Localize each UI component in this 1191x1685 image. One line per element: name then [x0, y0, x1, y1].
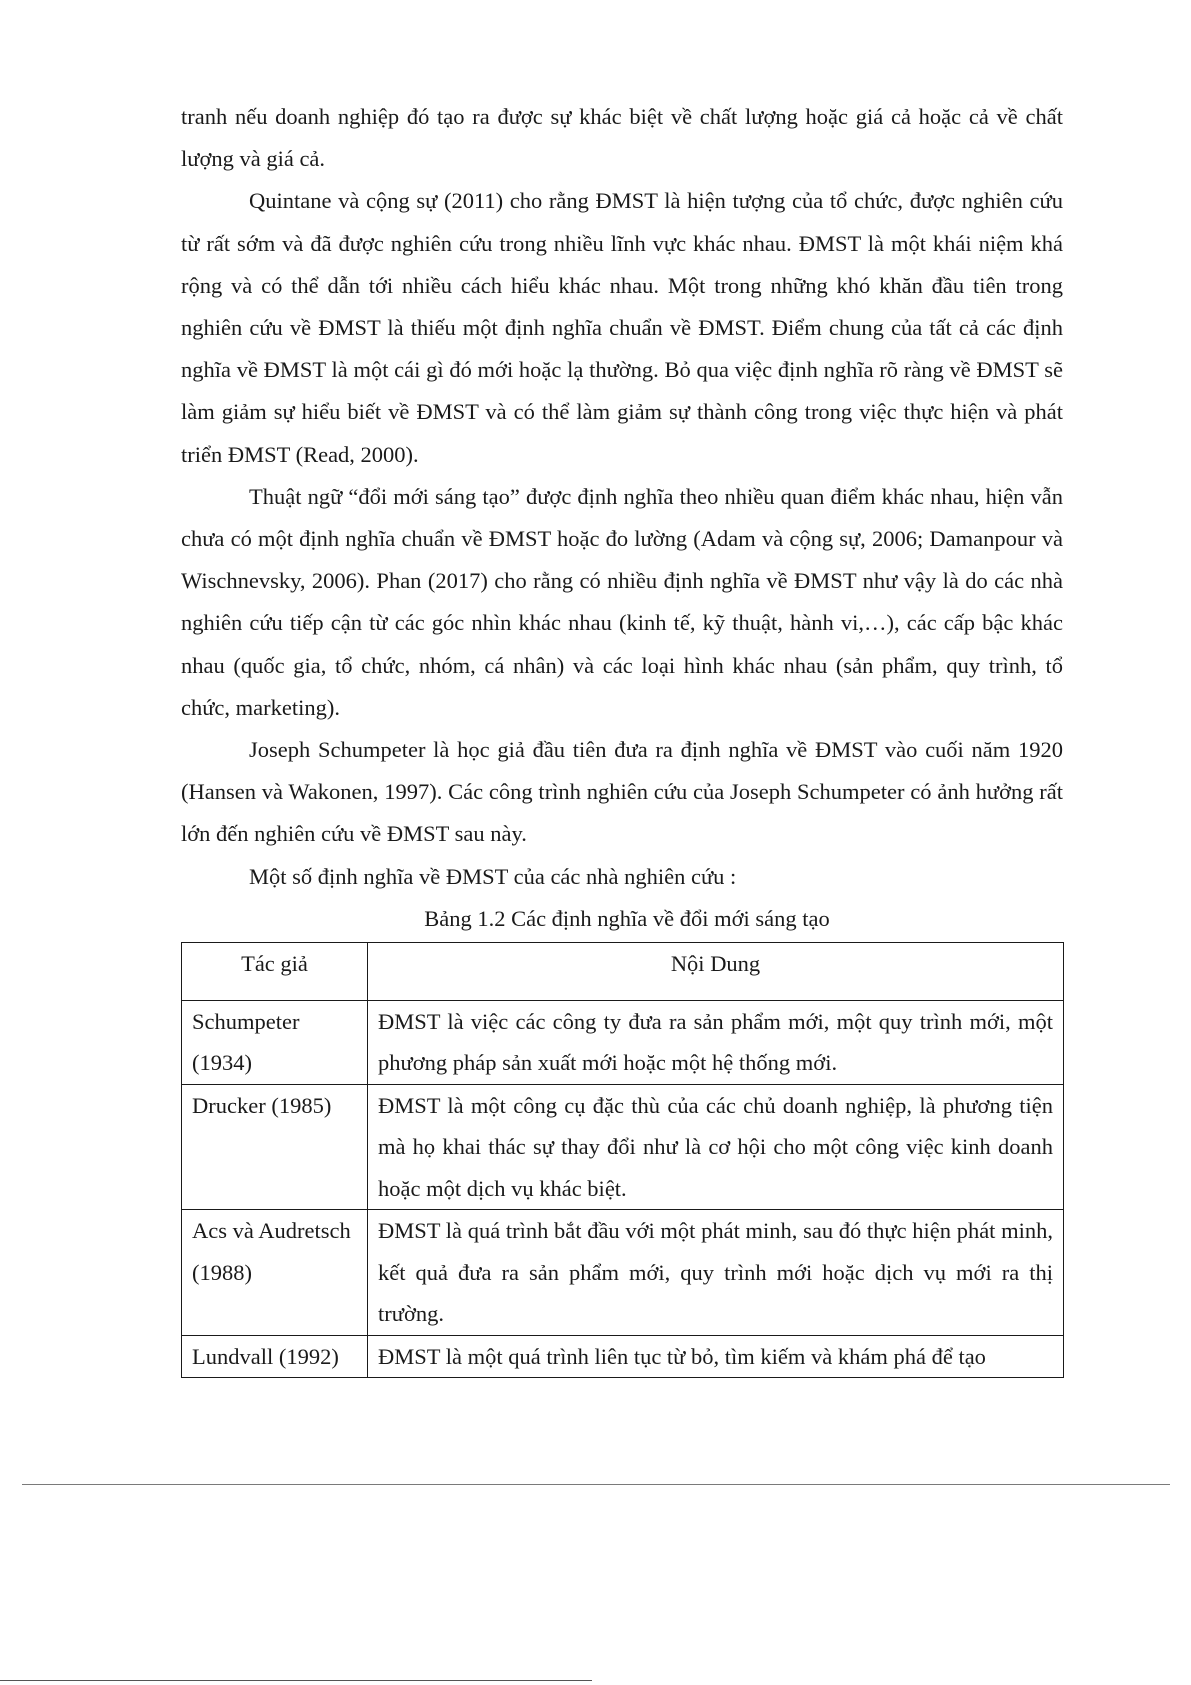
paragraph-terminology: Thuật ngữ “đổi mới sáng tạo” được định nghĩa theo nhiều quan điểm khác nhau, hiện vẫn chưa có một định nghĩa chuẩn về ĐMST hoặc đo lường (Adam và cộng sự, 2006; Damanpour và Wischnevsky, 2006). Phan (2017) cho rằng có nhiều định nghĩa về ĐMST như vậy là do các nhà nghiên cứu tiếp cận từ các góc nhìn khác nhau (kinh tế, kỹ thuật, hành vi,…), các cấp bậc khác nhau (quốc gia, tổ chức, nhóm, cá nhân) và các loại hình khác nhau (sản phẩm, quy trình, tổ chức, marketing). — [181, 483, 1063, 720]
table-row — [182, 1084, 1064, 1210]
table-header-row — [182, 942, 1064, 1000]
row-content: ĐMST là quá trình bắt đầu với một phát minh, sau đó thực hiện phát minh, kết quả đưa ra sản phẩm mới, quy trình mới hoặc dịch vụ mới ra thị trường. — [368, 1210, 1064, 1336]
row-author: Acs và Audretsch (1988) — [182, 1210, 368, 1336]
row-author: Lundvall (1992) — [182, 1335, 368, 1378]
document-body — [181, 96, 1063, 1378]
row-author: Drucker (1985) — [182, 1084, 368, 1210]
row-content: ĐMST là một công cụ đặc thù của các chủ doanh nghiệp, là phương tiện mà họ khai thác sự thay đổi như là cơ hội cho một công việc kinh doanh hoặc một dịch vụ khác biệt. — [368, 1084, 1064, 1210]
row-content: ĐMST là việc các công ty đưa ra sản phẩm mới, một quy trình mới, một phương pháp sản xuất mới hoặc một hệ thống mới. — [368, 1000, 1064, 1084]
header-author: Tác giả — [182, 942, 368, 1000]
table-row — [182, 1335, 1064, 1378]
row-content: ĐMST là một quá trình liên tục từ bỏ, tìm kiếm và khám phá để tạo — [368, 1335, 1064, 1378]
header-content: Nội Dung — [368, 942, 1064, 1000]
paragraph-schumpeter: Joseph Schumpeter là học giả đầu tiên đưa ra định nghĩa về ĐMST vào cuối năm 1920 (Hansen và Wakonen, 1997). Các công trình nghiên cứu của Joseph Schumpeter có ảnh hưởng rất lớn đến nghiên cứu về ĐMST sau này. — [181, 737, 1063, 847]
paragraph-continuation: tranh nếu doanh nghiệp đó tạo ra được sự khác biệt về chất lượng hoặc giá cả hoặc cả về chất lượng và giá cả. — [181, 104, 1063, 172]
table-row — [182, 1210, 1064, 1336]
paragraph-intro-definitions: Một số định nghĩa về ĐMST của các nhà nghiên cứu : — [249, 863, 737, 889]
paragraph-quintane: Quintane và cộng sự (2011) cho rằng ĐMST là hiện tượng của tổ chức, được nghiên cứu từ rất sớm và đã được nghiên cứu trong nhiều lĩnh vực khác nhau. ĐMST là một khái niệm khá rộng và có thể dẫn tới nhiều cách hiểu khác nhau. Một trong những khó khăn đầu tiên trong nghiên cứu về ĐMST là thiếu một định nghĩa chuẩn về ĐMST. Điểm chung của tất cả các định nghĩa về ĐMST là một cái gì đó mới hoặc lạ thường. Bỏ qua việc định nghĩa rõ ràng về ĐMST sẽ làm giảm sự hiểu biết về ĐMST và có thể làm giảm sự thành công trong việc thực hiện và phát triển ĐMST (Read, 2000). — [181, 188, 1063, 467]
page-divider — [22, 1484, 1170, 1485]
table-row — [182, 1000, 1064, 1084]
footnote-rule — [0, 1680, 592, 1681]
table-caption: Bảng 1.2 Các định nghĩa về đổi mới sáng tạo — [424, 905, 830, 931]
definitions-table — [181, 942, 1064, 1379]
row-author: Schumpeter (1934) — [182, 1000, 368, 1084]
